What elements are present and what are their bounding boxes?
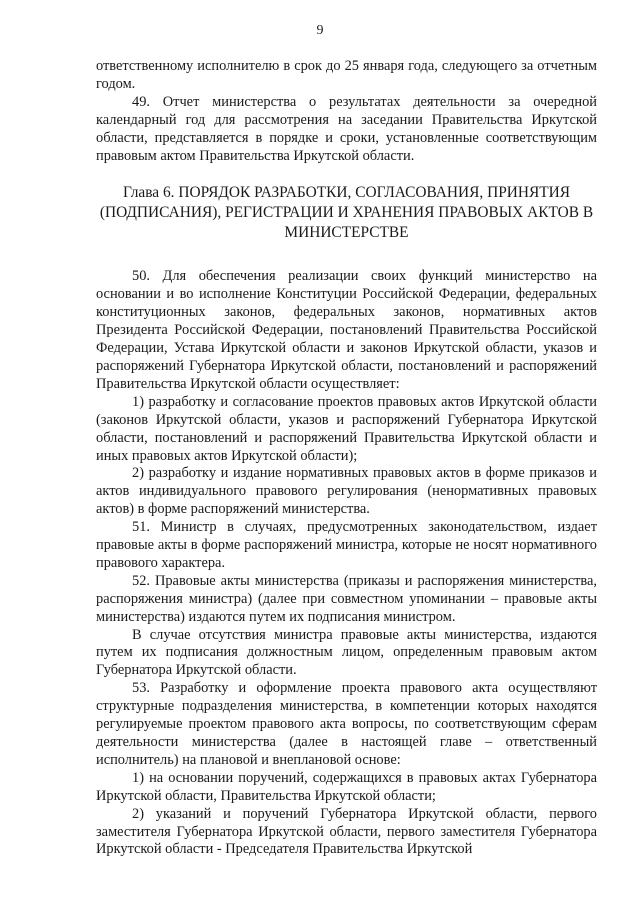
chapter-6-heading: Глава 6. ПОРЯДОК РАЗРАБОТКИ, СОГЛАСОВАНИЯ, ПРИНЯТИЯ (ПОДПИСАНИЯ), РЕГИСТРАЦИИ И ХРАНЕНИЯ ПРАВОВЫХ АКТОВ В МИНИСТЕРСТВЕ	[99, 184, 594, 242]
paragraph-49: 49. Отчет министерства о результатах деятельности за очередной календарный год для рассмотрения на заседании Правительства Иркутской области, представляется в порядке и сроки, установленные соответствующим правовым актом Правительства Иркутской области.	[96, 93, 597, 164]
paragraph-53-item-1: 1) на основании поручений, содержащихся в правовых актах Губернатора Иркутской области, Правительства Иркутской области;	[96, 769, 597, 804]
document-body	[96, 58, 597, 859]
paragraph-50: 50. Для обеспечения реализации своих функций министерство на основании и во исполнение Конституции Российской Федерации, федеральных конституционных законов, федеральных законов, нормативных актов Президента Российской Федерации, постановлений Правительства Российской Федерации, Устава Иркутской области и законов Иркутской области, указов и распоряжений Губернатора Иркутской области, постановлений и распоряжений Правительства Иркутской области осуществляет:	[96, 268, 597, 392]
paragraph-53: 53. Разработку и оформление проекта правового акта осуществляют структурные подразделения министерства, в компетенции которых находятся регулируемые проектом правового акта вопросы, по соответствующим сферам деятельности министерства (далее в настоящей главе – ответственный исполнитель) на плановой и внеплановой основе:	[96, 680, 597, 768]
paragraph-52: 52. Правовые акты министерства (приказы и распоряжения министерства, распоряжения министра) (далее при совместном упоминании – правовые акты министерства) издаются путем их подписания министром.	[96, 572, 597, 625]
paragraph-50-item-1: 1) разработку и согласование проектов правовых актов Иркутской области (законов Иркутской области, указов и распоряжений Губернатора Иркутской области, постановлений и распоряжений Правительства Иркутской области и иных правовых актов Иркутской области);	[96, 393, 597, 464]
paragraph-52-absence: В случае отсутствия министра правовые акты министерства, издаются путем их подписания должностным лицом, определенным правовым актом Губернатора Иркутской области.	[96, 626, 597, 679]
paragraph-50-item-2: 2) разработку и издание нормативных правовых актов в форме приказов и актов индивидуального правового регулирования (ненормативных правовых актов) в форме распоряжений министерства.	[96, 465, 597, 518]
paragraph-53-item-2: 2) указаний и поручений Губернатора Иркутской области, первого заместителя Губернатора Иркутской области, первого заместителя Губернатора Иркутской области - Председателя Правительства Иркутской	[96, 805, 597, 858]
paragraph-continuation: ответственному исполнителю в срок до 25 января года, следующего за отчетным годом.	[96, 58, 597, 92]
paragraph-51: 51. Министр в случаях, предусмотренных законодательством, издает правовые акты в форме распоряжений министра, которые не носят нормативного правового характера.	[96, 519, 597, 571]
page-number: 9	[316, 23, 324, 38]
